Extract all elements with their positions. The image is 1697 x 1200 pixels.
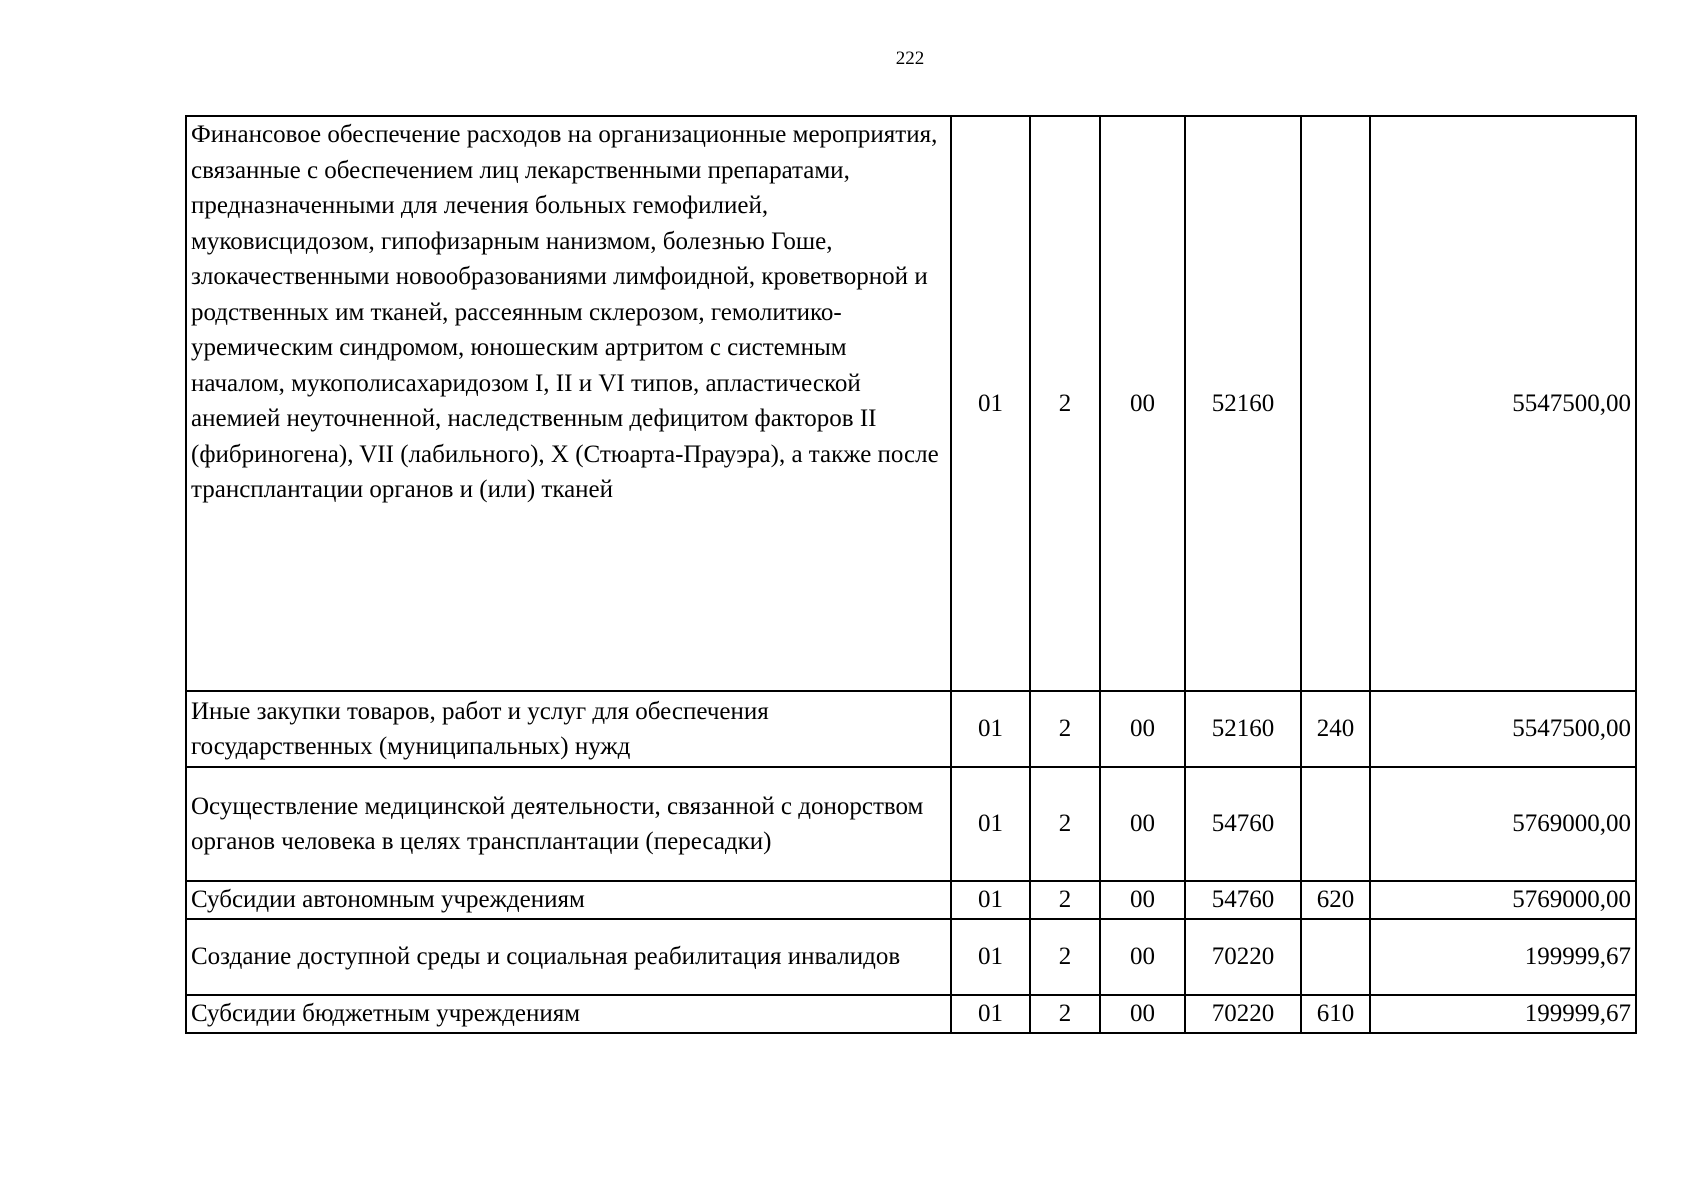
table-row [186,767,1636,881]
row-amount: 5769000,00 [1370,767,1636,881]
row-code-2: 2 [1030,919,1100,995]
row-code-2: 2 [1030,995,1100,1033]
row-description: Иные закупки товаров, работ и услуг для обеспечения государственных (муниципальных) нужд [186,691,951,767]
row-code-3: 00 [1100,116,1185,691]
table-row [186,116,1636,691]
row-code-1: 01 [951,767,1030,881]
row-code-2: 2 [1030,881,1100,919]
row-code-2: 2 [1030,691,1100,767]
row-amount: 5547500,00 [1370,691,1636,767]
row-description: Создание доступной среды и социальная реабилитация инвалидов [186,919,951,995]
row-code-4: 70220 [1185,919,1301,995]
row-amount: 5547500,00 [1370,116,1636,691]
row-amount: 199999,67 [1370,919,1636,995]
table-row [186,919,1636,995]
row-code-3: 00 [1100,691,1185,767]
row-code-4: 54760 [1185,881,1301,919]
row-description: Субсидии бюджетным учреждениям [186,995,951,1033]
row-code-1: 01 [951,919,1030,995]
budget-table [185,115,1637,1034]
row-code-4: 70220 [1185,995,1301,1033]
row-amount: 5769000,00 [1370,881,1636,919]
row-expense-type: 240 [1301,691,1370,767]
row-code-4: 54760 [1185,767,1301,881]
row-expense-type [1301,767,1370,881]
row-code-4: 52160 [1185,691,1301,767]
row-code-3: 00 [1100,767,1185,881]
row-description: Субсидии автономным учреждениям [186,881,951,919]
table-row [186,691,1636,767]
row-code-2: 2 [1030,767,1100,881]
row-expense-type [1301,116,1370,691]
row-expense-type: 620 [1301,881,1370,919]
row-description: Финансовое обеспечение расходов на организационные мероприятия, связанные с обеспечением лиц лекарственными препаратами, предназначенными для лечения больных гемофилией, муковисцидозом, гипофизарным нанизмом, болезнью Гоше, злокачественными новообразованиями лимфоидной, кроветворной и родственных им тканей, рассеянным склерозом, гемолитико-уремическим синдромом, юношеским артритом с системным началом, мукополисахаридозом I, II и VI типов, апластической анемией неуточненной, наследственным дефицитом факторов II (фибриногена), VII (лабильного), X (Стюарта-Прауэра), а также после трансплантации органов и (или) тканей [186,116,951,691]
row-code-3: 00 [1100,995,1185,1033]
row-code-1: 01 [951,116,1030,691]
row-expense-type: 610 [1301,995,1370,1033]
page-number: 222 [895,48,925,69]
row-code-1: 01 [951,995,1030,1033]
row-expense-type [1301,919,1370,995]
table-row [186,881,1636,919]
row-code-2: 2 [1030,116,1100,691]
row-code-3: 00 [1100,919,1185,995]
row-amount: 199999,67 [1370,995,1636,1033]
row-code-1: 01 [951,691,1030,767]
row-code-1: 01 [951,881,1030,919]
row-code-4: 52160 [1185,116,1301,691]
table-row [186,995,1636,1033]
row-description: Осуществление медицинской деятельности, связанной с донорством органов человека в целях трансплантации (пересадки) [186,767,951,881]
row-code-3: 00 [1100,881,1185,919]
